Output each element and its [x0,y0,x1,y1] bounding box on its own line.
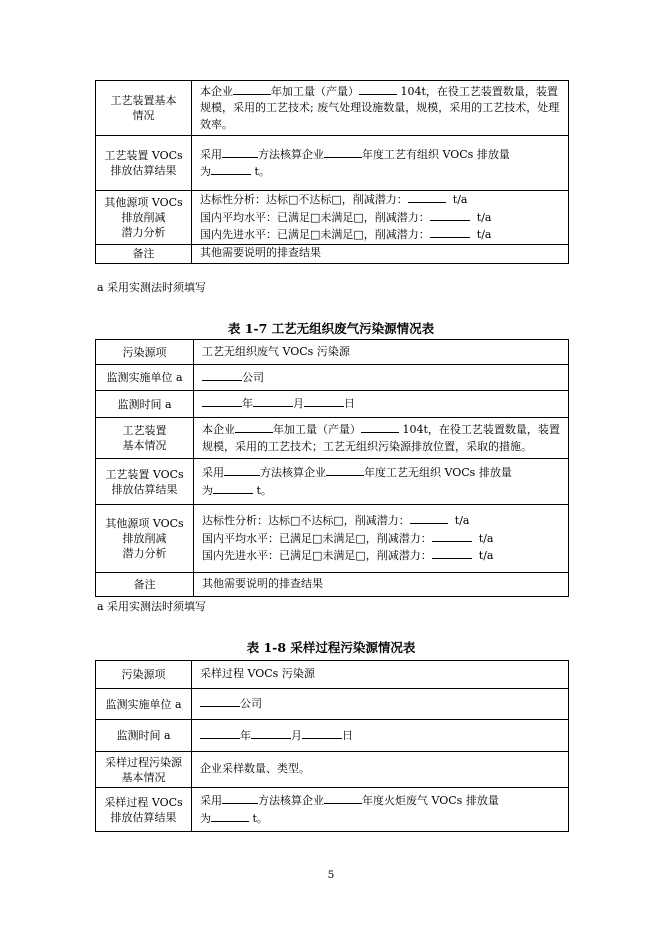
table-top [95,80,569,264]
row-label: 采样过程 VOCs 排放估算结果 [96,788,192,832]
row-label: 污染源项 [96,661,192,689]
row-value: 采用 方法核算企业 年度火炬废气 VOCs 排放量 为 t。 [192,788,569,832]
table-row [96,788,569,832]
table-row [96,191,569,245]
row-value: 企业采样数量、类型。 [192,752,569,788]
blank-field[interactable] [326,464,364,476]
row-value: 采样过程 VOCs 污染源 [192,661,569,689]
row-label: 工艺装置 基本情况 [96,418,194,459]
row-value: 采用 方法核算企业 年度工艺有组织 VOCs 排放量 为 t。 [192,136,569,191]
blank-field[interactable] [235,421,273,433]
row-value: 工艺无组织废气 VOCs 污染源 [194,340,569,365]
row-value: 达标性分析：达标□不达标□，削减潜力： t/a 国内平均水平：已满足□未满足□，削减潜力： t/a 国内先进水平：已满足□未满足□，削减潜力： t/a [194,505,569,573]
table-1-7 [95,339,569,597]
row-label: 监测实施单位 a [96,689,192,720]
blank-field[interactable] [361,421,399,433]
row-value: 年 月 日 [192,720,569,752]
row-value: 公司 [194,365,569,391]
blank-field[interactable] [222,146,258,158]
table-row [96,391,569,418]
footnote: a 采用实测法时须填写 [97,600,207,613]
table-row [96,459,569,505]
table-row [96,720,569,752]
blank-field[interactable] [251,727,291,739]
table-row [96,573,569,597]
row-value: 本企业 年加工量（产量） 104t，在役工艺装置数量，装置规模，采用的工艺技术；工艺无组织污染源排放位置，采取的措施。 [194,418,569,459]
table-row [96,505,569,573]
row-label: 工艺装置 VOCs 排放估算结果 [96,459,194,505]
table-row [96,365,569,391]
table-row [96,136,569,191]
blank-field[interactable] [202,395,242,407]
blank-field[interactable] [324,792,362,804]
blank-field[interactable] [304,395,344,407]
row-label: 污染源项 [96,340,194,365]
table-1-8 [95,660,569,832]
table-row [96,418,569,459]
blank-field[interactable] [359,83,397,95]
row-label: 备注 [96,244,192,263]
blank-field[interactable] [408,191,446,203]
row-value: 采用 方法核算企业 年度工艺无组织 VOCs 排放量 为 t。 [194,459,569,505]
row-label: 工艺装置 VOCs 排放估算结果 [96,136,192,191]
footnote: a 采用实测法时须填写 [97,281,207,294]
blank-field[interactable] [213,482,253,494]
row-label: 监测时间 a [96,391,194,418]
row-label: 其他源项 VOCs 排放削减 潜力分析 [96,505,194,573]
blank-field[interactable] [233,83,271,95]
row-value: 达标性分析：达标□不达标□，削减潜力： t/a 国内平均水平：已满足□未满足□，削减潜力： t/a 国内先进水平：已满足□未满足□，削减潜力： t/a [192,191,569,245]
row-value: 其他需要说明的排查结果 [194,573,569,597]
plant-basic-info-text: 本企业 年加工量（产量） 104t，在役工艺装置数量，装置规模，采用的工艺技术; 废气处理设施数量，规模，采用的工艺技术，处理效率。 [200,84,560,131]
blank-field[interactable] [200,727,240,739]
row-value: 年 月 日 [194,391,569,418]
table-caption: 表 1-8 采样过程污染源情况表 [246,640,416,655]
row-label: 备注 [96,573,194,597]
row-value: 其他需要说明的排查结果 [192,244,569,263]
blank-field[interactable] [222,792,258,804]
row-value [192,81,569,136]
blank-field[interactable] [253,395,293,407]
row-label: 采样过程污染源 基本情况 [96,752,192,788]
page-number: 5 [327,869,335,881]
table-caption: 表 1-7 工艺无组织废气污染源情况表 [227,321,435,336]
blank-field[interactable] [202,369,242,381]
table-row [96,81,569,136]
table-row [96,340,569,365]
blank-field[interactable] [211,163,251,175]
row-label: 其他源项 VOCs 排放削减 潜力分析 [96,191,192,245]
row-label: 工艺装置基本 情况 [96,81,192,136]
blank-field[interactable] [224,464,260,476]
blank-field[interactable] [432,530,472,542]
table-row [96,244,569,263]
blank-field[interactable] [430,226,470,238]
blank-field[interactable] [211,810,249,822]
blank-field[interactable] [200,695,240,707]
table-row [96,689,569,720]
blank-field[interactable] [324,146,362,158]
blank-field[interactable] [430,209,470,221]
row-value: 公司 [192,689,569,720]
blank-field[interactable] [410,512,448,524]
table-row [96,661,569,689]
blank-field[interactable] [302,727,342,739]
table-row [96,752,569,788]
row-label: 监测实施单位 a [96,365,194,391]
row-label: 监测时间 a [96,720,192,752]
blank-field[interactable] [432,547,472,559]
